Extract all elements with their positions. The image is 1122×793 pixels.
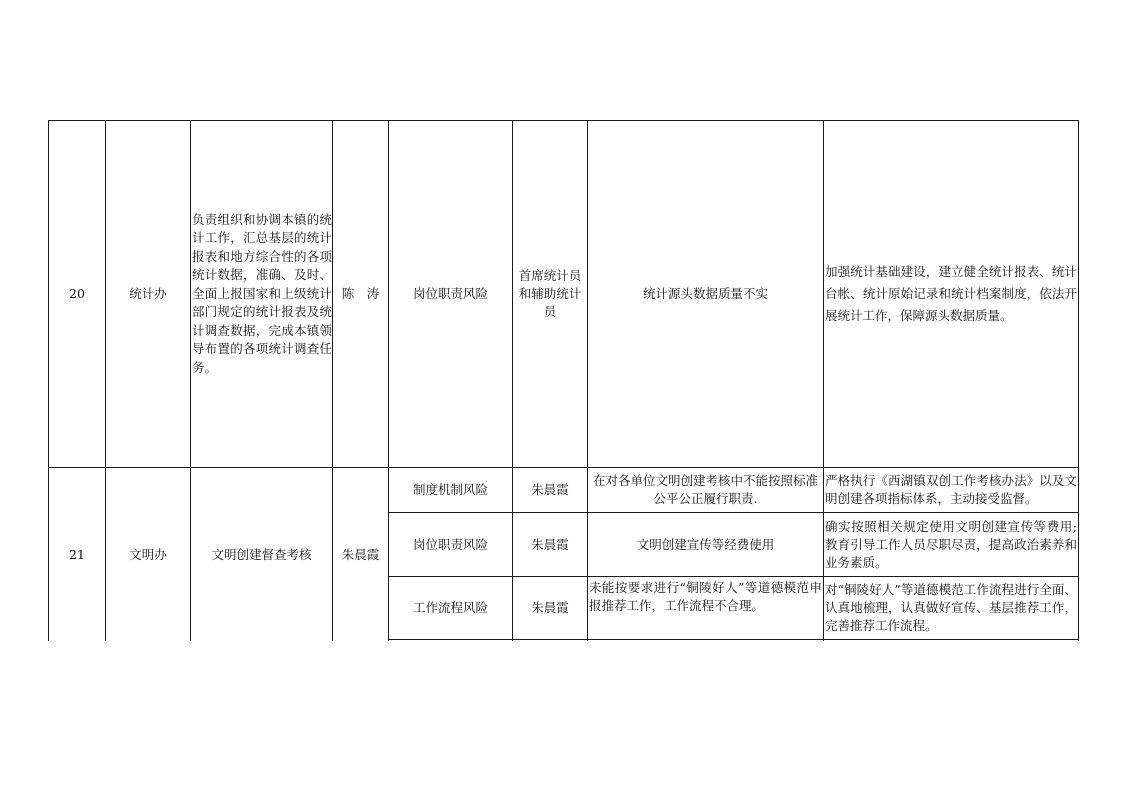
row-number-cell	[49, 468, 105, 641]
measure-cell	[824, 121, 1078, 467]
department-name: 统计办	[129, 286, 167, 301]
department-cell	[106, 468, 190, 641]
department-name: 文明办	[129, 546, 167, 562]
responsible-person-cell	[513, 577, 587, 639]
leader-cell	[333, 468, 388, 641]
responsible-person: 朱晨霞	[531, 536, 569, 552]
risk-point: 未能按要求进行“铜陵好人”等道德模范申报推荐工作，工作流程不合理。	[589, 580, 822, 613]
row-number-cell	[49, 121, 105, 467]
risk-type: 岗位职责风险	[412, 286, 488, 301]
measure-cell	[824, 513, 1078, 576]
risk-point: 文明创建宣传等经费使用	[636, 536, 775, 552]
risk-point: 在对各单位文明创建考核中不能按照标准公平公正履行职责.	[592, 473, 818, 506]
prevention-measure: 确实按照相关规定使用文明创建宣传等费用;教育引导工作人员尽职尽责，提高政治素养和业务素质。	[825, 518, 1077, 570]
duty-cell	[191, 121, 332, 467]
responsible-person-cell	[513, 121, 587, 467]
measure-cell	[824, 577, 1078, 639]
risk-type: 工作流程风险	[412, 600, 488, 615]
risk-type: 制度机制风险	[412, 482, 488, 497]
risk-type: 岗位职责风险	[412, 536, 488, 552]
duty-cell	[191, 468, 332, 641]
table-right-border	[1078, 120, 1079, 641]
prevention-measure: 对“铜陵好人”等道德模范工作流程进行全面、认真地梳理，认真做好宣传、基层推荐工作，完善推荐工作流程。	[825, 582, 1077, 633]
duty-description: 文明创建督查考核	[211, 546, 312, 562]
responsible-person: 朱晨霞	[531, 600, 569, 615]
risk-point-cell	[588, 577, 823, 639]
risk-point-cell	[588, 513, 823, 576]
leader-name: 陈 涛	[341, 286, 380, 301]
risk-type-cell	[389, 577, 512, 639]
risk-type-cell	[389, 121, 512, 467]
responsible-person: 朱晨霞	[531, 482, 569, 497]
responsible-person: 首席统计员和辅助统计员	[518, 268, 582, 319]
risk-type-cell	[389, 513, 512, 576]
duty-description: 负责组织和协调本镇的统计工作，汇总基层的统计报表和地方综合性的各项统计数据，准确、及时、全面上报国家和上级统计部门规定的统计报表及统计调查数据，完成本镇领导布置的各项统计调查任务。	[192, 211, 332, 375]
risk-point-cell	[588, 468, 823, 512]
row-number: 20	[69, 286, 85, 301]
risk-type-cell	[389, 468, 512, 512]
leader-cell	[333, 121, 388, 467]
row-number: 21	[69, 546, 85, 562]
risk-point-cell	[588, 121, 823, 467]
risk-point: 统计源头数据质量不实	[642, 286, 768, 301]
responsible-person-cell	[513, 513, 587, 576]
table-bottom-partial-border	[388, 639, 1079, 640]
leader-name: 朱晨霞	[341, 546, 380, 562]
responsible-person-cell	[513, 468, 587, 512]
prevention-measure: 加强统计基础建设，建立健全统计报表、统计台帐、统计原始记录和统计档案制度，依法开展统计工作，保障源头数据质量。	[825, 264, 1077, 323]
prevention-measure: 严格执行《西湖镇双创工作考核办法》以及文明创建各项指标体系，主动接受监督。	[825, 473, 1077, 506]
measure-cell	[824, 468, 1078, 512]
department-cell	[106, 121, 190, 467]
